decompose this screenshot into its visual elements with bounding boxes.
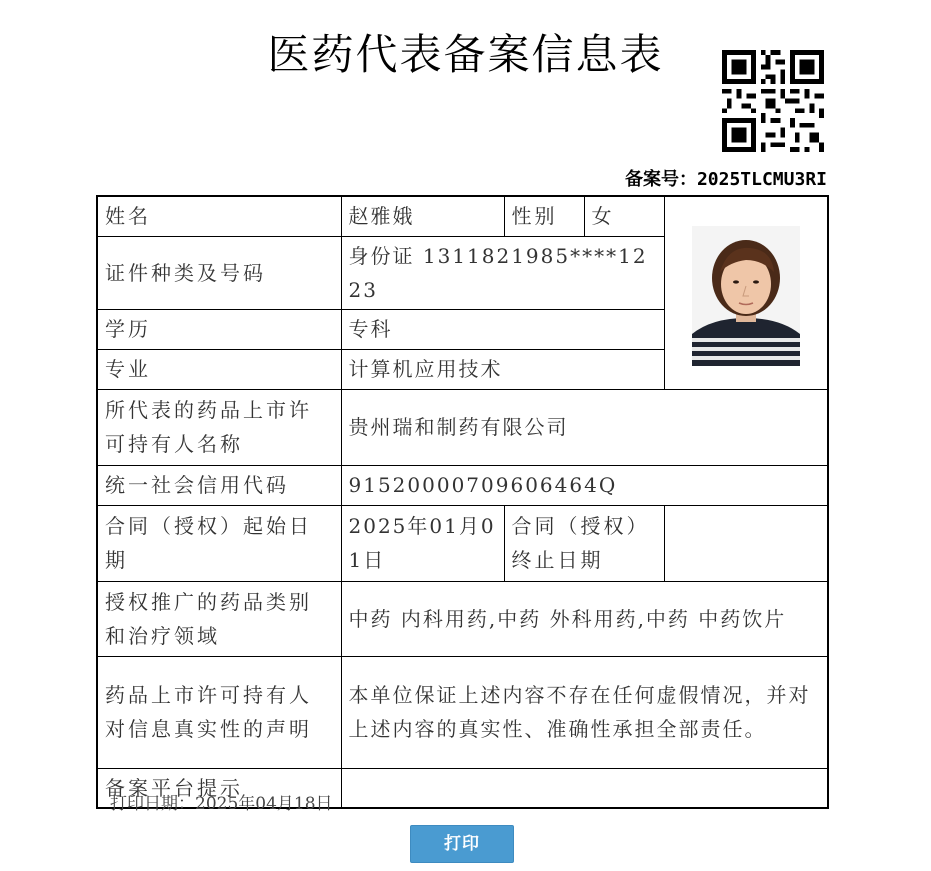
info-table (96, 195, 829, 809)
table-row (97, 196, 828, 236)
id-value: 身份证 1311821985****1223 (341, 236, 664, 309)
category-label: 授权推广的药品类别和治疗领域 (97, 581, 341, 656)
table-row (97, 581, 828, 656)
name-label: 姓名 (97, 196, 341, 236)
contract-start-label: 合同（授权）起始日期 (97, 505, 341, 581)
record-number-label: 备案号： (624, 169, 697, 190)
print-date-value: 2025年04月18日 (195, 794, 333, 814)
declaration-value: 本单位保证上述内容不存在任何虚假情况，并对上述内容的真实性、准确性承担全部责任。 (341, 656, 828, 768)
table-row (97, 465, 828, 505)
major-value: 计算机应用技术 (341, 349, 664, 389)
major-label: 专业 (97, 349, 341, 389)
print-button[interactable]: 打印 (410, 825, 514, 863)
contract-end-value (664, 505, 828, 581)
platform-label: 备案平台提示 (97, 768, 341, 808)
gender-label: 性别 (504, 196, 584, 236)
education-label: 学历 (97, 309, 341, 349)
declaration-label: 药品上市许可持有人对信息真实性的声明 (97, 656, 341, 768)
photo-cell (664, 196, 828, 389)
category-value: 中药 内科用药,中药 外科用药,中药 中药饮片 (341, 581, 828, 656)
id-label: 证件种类及号码 (97, 236, 341, 309)
gender-value: 女 (584, 196, 664, 236)
contract-start-value: 2025年01月01日 (341, 505, 504, 581)
table-row (97, 656, 828, 768)
id-photo (692, 226, 800, 366)
contract-end-label: 合同（授权）终止日期 (504, 505, 664, 581)
print-date (110, 789, 333, 814)
page-title: 医药代表备案信息表 (267, 30, 664, 79)
record-number (625, 165, 827, 191)
record-number-value: 2025TLCMU3RI (696, 169, 827, 190)
print-date-label: 打印日期： (110, 794, 195, 814)
education-value: 专科 (341, 309, 664, 349)
holder-value: 贵州瑞和制药有限公司 (341, 389, 828, 465)
qr-code-icon (722, 50, 824, 152)
table-row (97, 389, 828, 465)
credit-code-label: 统一社会信用代码 (97, 465, 341, 505)
platform-value (341, 768, 828, 808)
name-value: 赵雅娥 (341, 196, 504, 236)
table-row (97, 505, 828, 581)
credit-code-value: 91520000709606464Q (341, 465, 828, 505)
holder-label: 所代表的药品上市许可持有人名称 (97, 389, 341, 465)
